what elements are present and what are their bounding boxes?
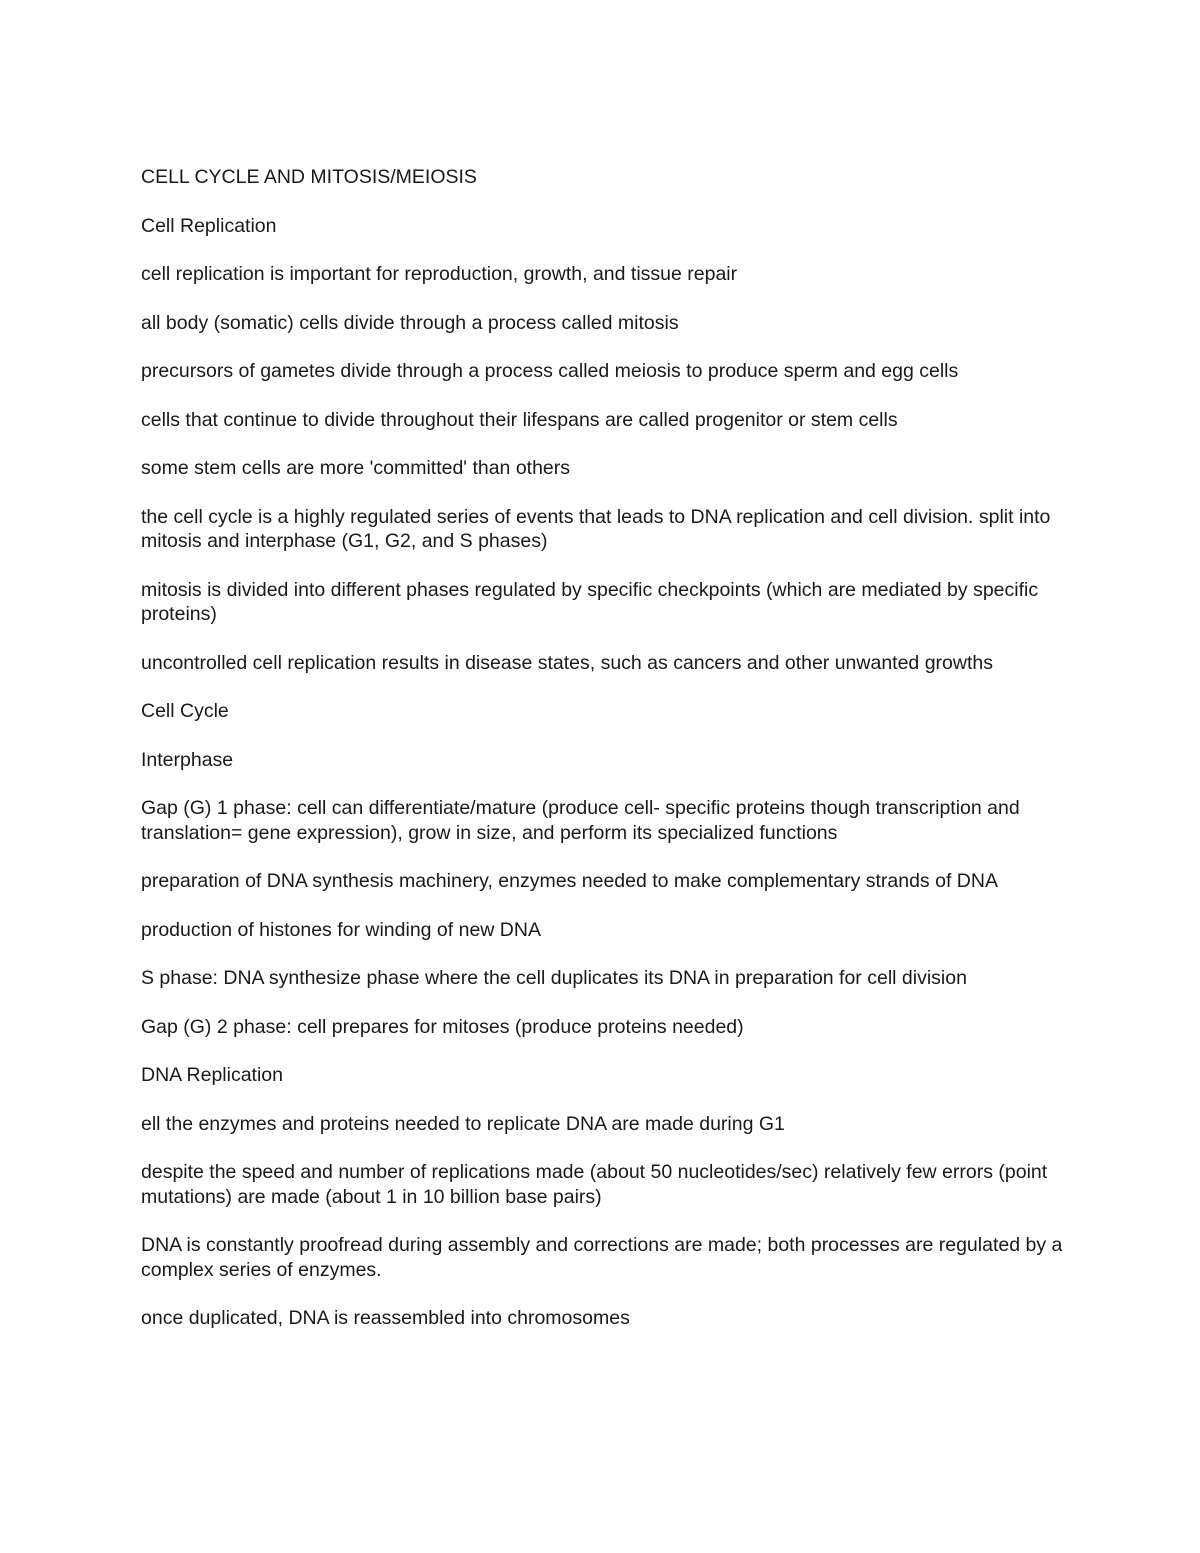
- paragraph: precursors of gametes divide through a process called meiosis to produce sperm and egg cells: [141, 360, 959, 382]
- paragraph: once duplicated, DNA is reassembled into chromosomes: [141, 1307, 630, 1329]
- document-body: [141, 165, 1071, 1355]
- section-heading-dna-replication: DNA Replication: [141, 1064, 283, 1086]
- paragraph: ell the enzymes and proteins needed to replicate DNA are made during G1: [141, 1112, 785, 1135]
- paragraph: uncontrolled cell replication results in disease states, such as cancers and other unwanted growths: [141, 651, 993, 674]
- paragraph: cell replication is important for reproduction, growth, and tissue repair: [141, 263, 738, 285]
- paragraph: preparation of DNA synthesis machinery, enzymes needed to make complementary strands of DNA: [141, 870, 998, 892]
- paragraph: Gap (G) 1 phase: cell can differentiate/mature (produce cell- specific proteins though transcription and translation= gene expression), grow in size, and perform its specialized functions: [141, 797, 1020, 844]
- paragraph: all body (somatic) cells divide through a process called mitosis: [141, 311, 679, 334]
- paragraph: production of histones for winding of new DNA: [141, 918, 541, 941]
- document-title: CELL CYCLE AND MITOSIS/MEIOSIS: [141, 166, 477, 188]
- paragraph: Gap (G) 2 phase: cell prepares for mitoses (produce proteins needed): [141, 1015, 744, 1038]
- subsection-heading-interphase: Interphase: [141, 748, 234, 771]
- section-heading-cell-cycle: Cell Cycle: [141, 700, 229, 722]
- paragraph: some stem cells are more 'committed' than others: [141, 457, 571, 479]
- paragraph: DNA is constantly proofread during assembly and corrections are made; both processes are regulated by a complex series of enzymes.: [141, 1234, 1063, 1281]
- paragraph: S phase: DNA synthesize phase where the cell duplicates its DNA in preparation for cell division: [141, 967, 967, 989]
- paragraph: cells that continue to divide throughout their lifespans are called progenitor or stem cells: [141, 408, 898, 431]
- paragraph: the cell cycle is a highly regulated series of events that leads to DNA replication and cell division. split into mitosis and interphase (G1, G2, and S phases): [141, 505, 1051, 552]
- paragraph: mitosis is divided into different phases regulated by specific checkpoints (which are mediated by specific proteins): [141, 578, 1039, 625]
- section-heading-cell-replication: Cell Replication: [141, 214, 277, 237]
- paragraph: despite the speed and number of replications made (about 50 nucleotides/sec) relatively few errors (point mutations) are made (about 1 in 10 billion base pairs): [141, 1161, 1048, 1208]
